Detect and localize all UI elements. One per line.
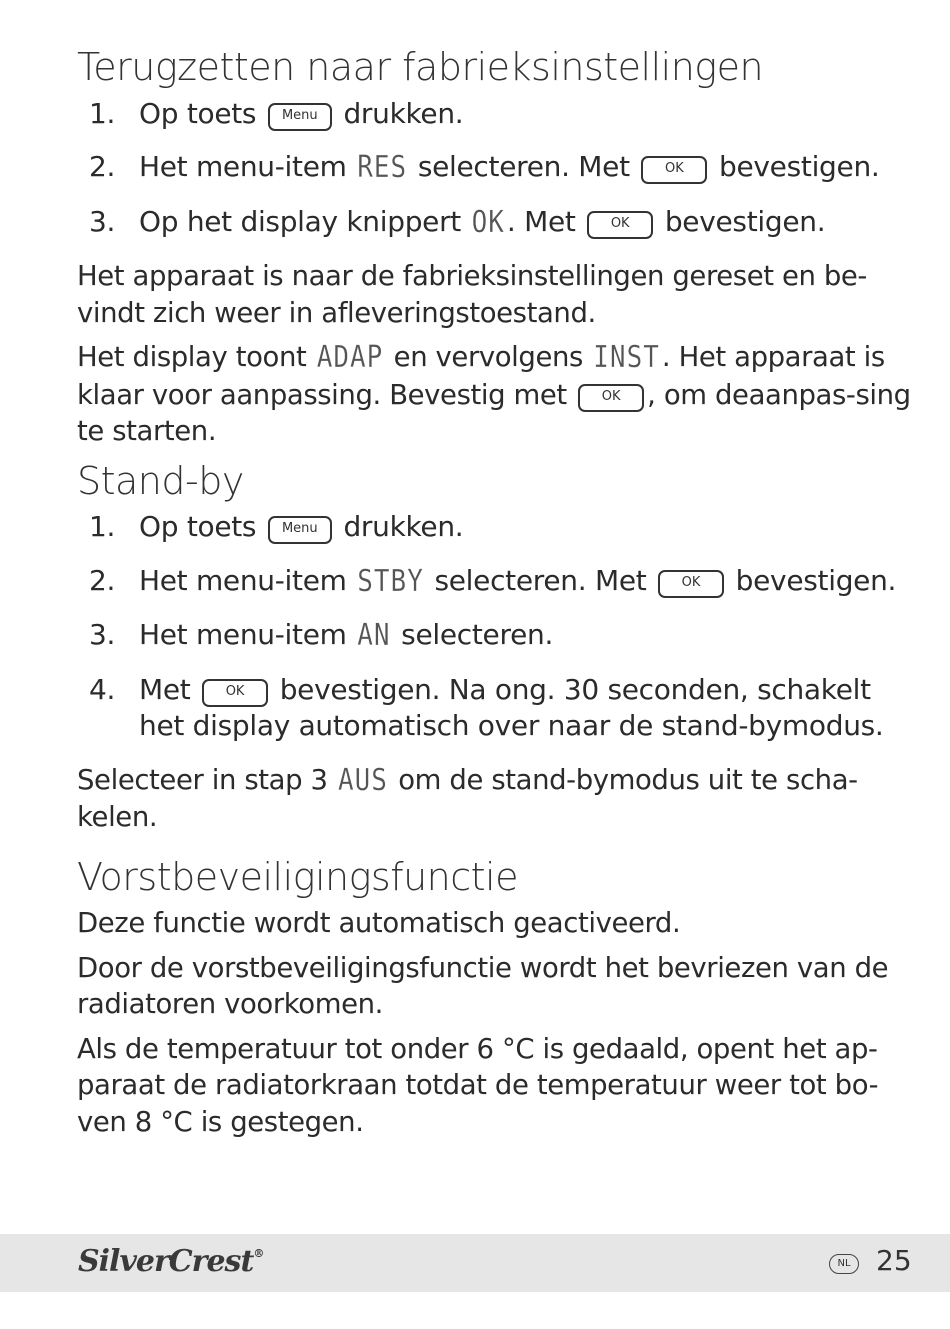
step-number: 1. (89, 510, 116, 543)
display-segment-adap: ADAP (316, 340, 384, 376)
step-number: 3. (89, 204, 116, 238)
step-text-part: bevestigen. (735, 563, 897, 597)
ok-key-icon: OK (658, 570, 724, 598)
step-number: 1. (89, 96, 116, 130)
list-item (77, 672, 917, 745)
list-item (77, 149, 917, 187)
list-item (77, 617, 917, 655)
paragraph: Het apparaat is naar de fabrieksinstellingen gereset en be-vindt zich weer in afleveringstoestand. (77, 260, 867, 329)
ok-key-icon: OK (641, 156, 707, 184)
text-part: , om deaanpas-sing te starten. (77, 378, 911, 447)
step-number: 2. (89, 563, 116, 597)
paragraph: Als de temperatuur tot onder 6 °C is gedaald, opent het ap-paraat de radiatorkraan totdat de temperatuur weer tot bo-ven 8 °C is gestegen. (77, 1032, 879, 1138)
step-text (139, 96, 917, 133)
display-segment-res: RES (357, 150, 408, 186)
display-segment-stby: STBY (357, 564, 424, 599)
step-text (139, 509, 917, 546)
page-footer (0, 1234, 950, 1292)
brand-mark: ® (253, 1247, 264, 1260)
step-text (139, 672, 917, 745)
ok-key-icon: OK (587, 211, 653, 239)
step-number: 3. (89, 618, 116, 651)
step-text-part: Op het display knippert (139, 204, 461, 238)
standby-steps (77, 509, 917, 745)
display-segment-inst: INST (593, 340, 660, 376)
step-text-part: Op toets (139, 510, 257, 543)
text-part: en vervolgens (393, 341, 583, 373)
display-segment-an: AN (357, 618, 391, 654)
step-text-part: selecteren. (401, 618, 554, 651)
text-part: . Het apparaat is klaar voor aanpassing. Bevestig met (77, 341, 885, 411)
step-text-part: drukken. (343, 510, 464, 543)
list-item (77, 563, 917, 601)
paragraph (77, 762, 917, 836)
text-part: om de stand-bymodus uit te scha-kelen. (77, 763, 858, 833)
manual-page (77, 44, 917, 1148)
step-text (139, 617, 917, 655)
step-text-part: bevestigen. Na ong. 30 seconden, schakelt het display automatisch over naar de stand-bymodus. (139, 672, 884, 742)
step-text (139, 563, 917, 601)
paragraph: Door de vorstbeveiligingsfunctie wordt het bevriezen van de radiatoren voorkomen. (77, 951, 889, 1020)
step-text-part: bevestigen. (664, 204, 826, 238)
spacer (77, 844, 917, 854)
step-number: 2. (89, 150, 116, 183)
brand-logo (78, 1244, 263, 1279)
step-text (139, 149, 917, 187)
list-item (77, 204, 917, 242)
step-text-part: bevestigen. (719, 150, 880, 183)
step-text (139, 204, 917, 242)
brand-name: SilverCrest (78, 1244, 254, 1279)
display-segment-ok: OK (471, 205, 505, 240)
ok-key-icon: OK (578, 384, 644, 412)
language-badge: NL (829, 1254, 859, 1274)
step-text-part: Het menu-item (139, 150, 347, 183)
section-title-standby: Stand-by (77, 458, 244, 503)
step-text-part: Het menu-item (139, 618, 347, 651)
menu-key-icon: Menu (268, 516, 332, 544)
step-text-part: . Met (506, 204, 576, 238)
text-part: Het display toont (77, 341, 307, 373)
list-item (77, 509, 917, 546)
paragraph: Deze functie wordt automatisch geactiveerd. (77, 907, 681, 939)
paragraph (77, 339, 917, 450)
step-number: 4. (89, 672, 116, 706)
display-segment-aus: AUS (337, 763, 388, 798)
step-text-part: selecteren. Met (417, 150, 630, 183)
page-number: 25 (876, 1244, 912, 1277)
text-part: Selecteer in stap 3 (77, 763, 328, 796)
step-text-part: drukken. (343, 96, 464, 130)
reset-steps (77, 96, 917, 242)
section-title-frost: Vorstbeveiligingsfunctie (77, 854, 518, 899)
menu-key-icon: Menu (268, 103, 332, 131)
list-item (77, 96, 917, 133)
step-text-part: Met (139, 672, 191, 706)
section-title-reset: Terugzetten naar fabrieksinstellingen (77, 45, 764, 89)
step-text-part: selecteren. Met (434, 563, 647, 597)
step-text-part: Het menu-item (139, 563, 347, 597)
ok-key-icon: OK (202, 679, 268, 707)
step-text-part: Op toets (139, 96, 257, 130)
